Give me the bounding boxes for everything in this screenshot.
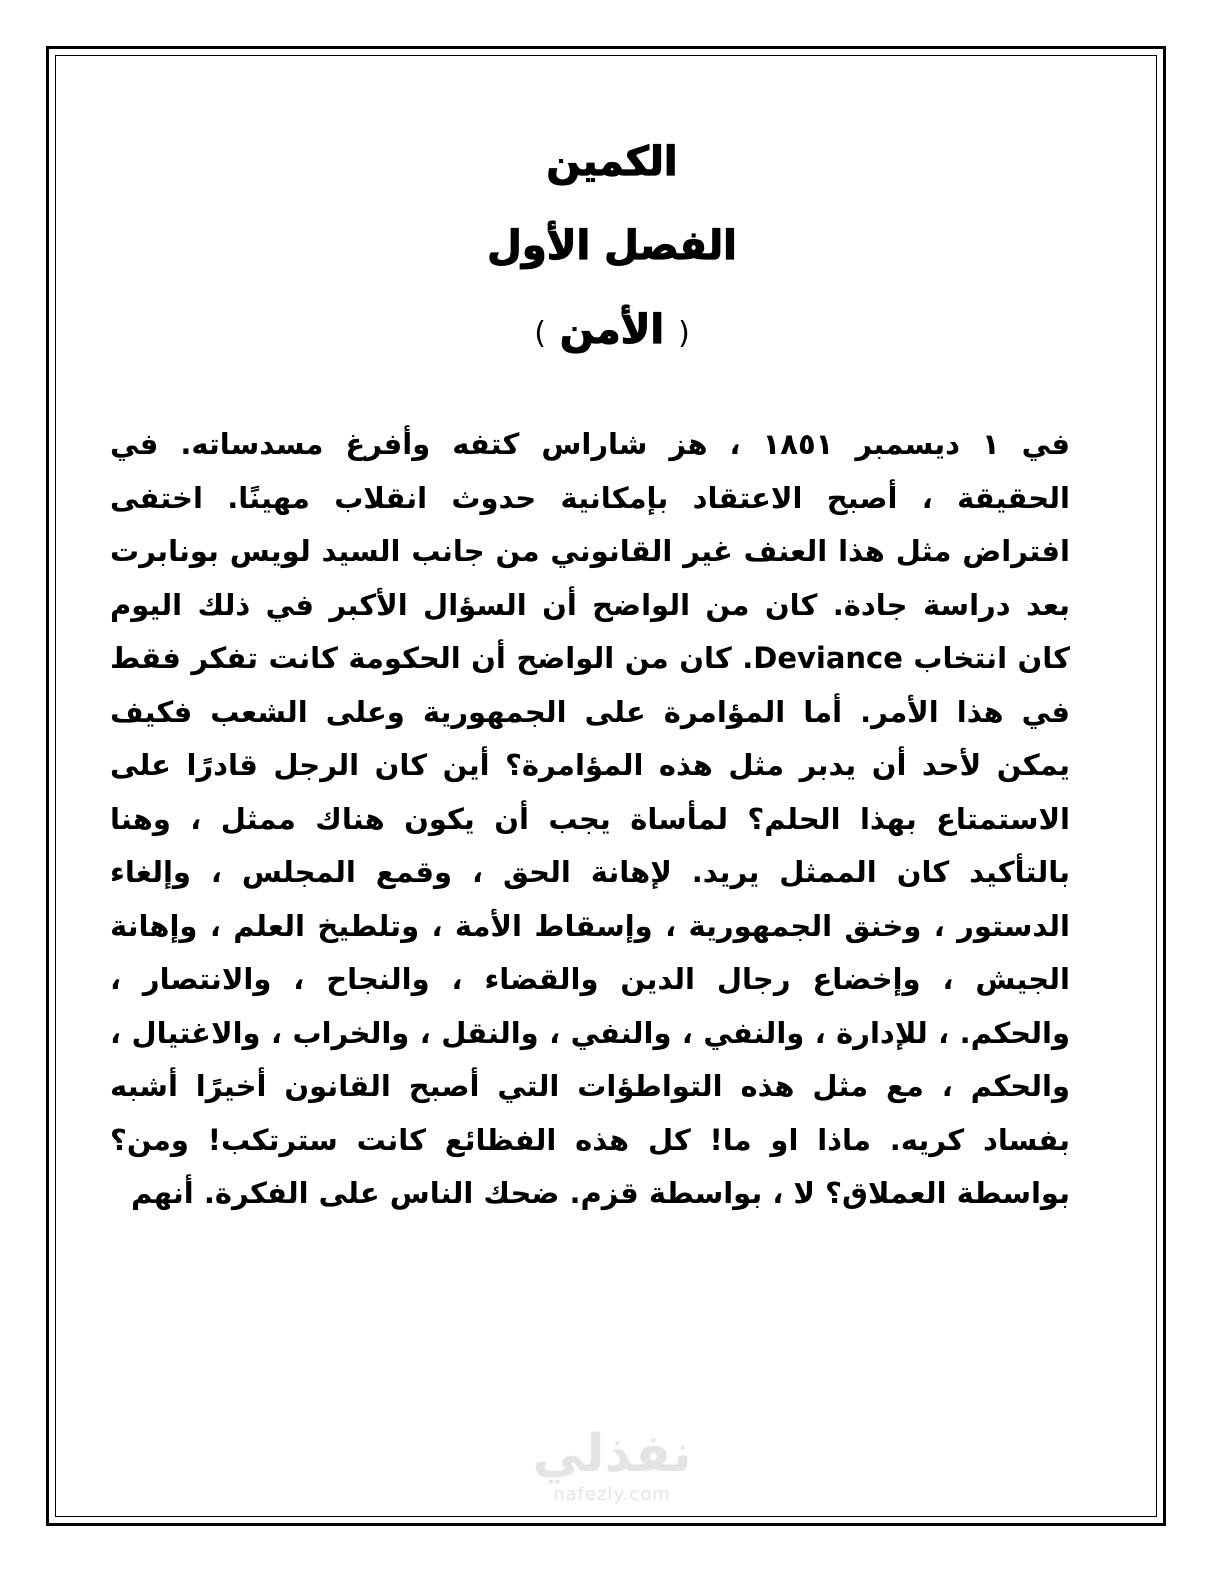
body-paragraph: [110, 418, 1070, 1221]
watermark-logo: نفذلي: [532, 1424, 692, 1484]
watermark: [0, 1424, 1224, 1506]
paren-close: ): [534, 316, 546, 351]
document-header: [0, 138, 1224, 358]
body-latin-word: Deviance: [753, 641, 903, 675]
chapter-heading: الفصل الأول: [487, 223, 737, 269]
paren-open: (: [678, 316, 690, 351]
section-heading: [0, 306, 1224, 358]
section-heading-text: الأمن: [559, 307, 665, 353]
watermark-site: nafezly.com: [553, 1484, 671, 1505]
body-text-part2: . كان من الواضح أن الحكومة كانت تفكر فقط في هذا الأمر. أما المؤامرة على الجمهورية وعلى الشعب فكيف يمكن لأحد أن يدبر مثل هذه المؤامرة؟ أين كان الرجل قادرًا على الاستمتاع بهذا الحلم؟ لمأساة يجب أن يكون هناك ممثل ، وهنا بالتأكيد كان الممثل يريد. لإهانة الحق ، وقمع المجلس ، وإلغاء الدستور ، وخنق الجمهورية ، وإسقاط الأمة ، وتلطيخ العلم ، وإهانة الجيش ، وإخضاع رجال الدين والقضاء ، والنجاح ، والانتصار ، والحكم. ، للإدارة ، والنفي ، والنفي ، والنقل ، والخراب ، والاغتيال ، والحكم ، مع مثل هذه التواطؤات التي أصبح القانون أخيرًا أشبه بفساد كريه. ماذا او ما! كل هذه الفظائع كانت سترتكب! ومن؟ بواسطة العملاق؟ لا ، بواسطة قزم. ضحك الناس على الفكرة. أنهم: [110, 641, 1070, 1210]
document-title: الكمين: [546, 139, 678, 185]
body-text-part1: في ١ ديسمبر ١٨٥١ ، هز شاراس كتفه وأفرغ مسدساته. في الحقيقة ، أصبح الاعتقاد بإمكانية حدوث انقلاب مهينًا. اختفى افتراض مثل هذا العنف غير القانوني من جانب السيد لويس بونابرت بعد دراسة جادة. كان من الواضح أن السؤال الأكبر في ذلك اليوم كان انتخاب: [110, 427, 1071, 675]
